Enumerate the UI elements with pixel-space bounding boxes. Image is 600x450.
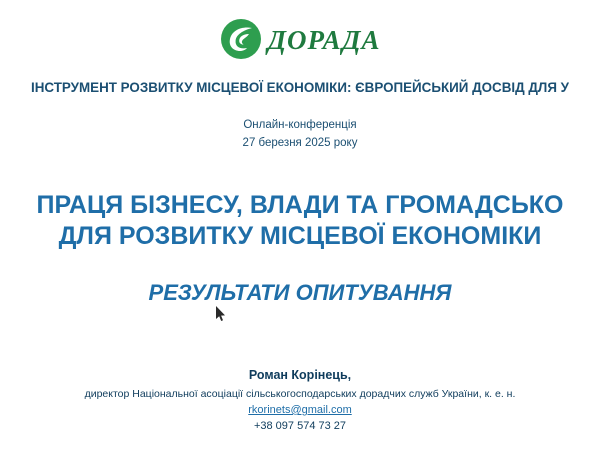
speaker-email-link[interactable]: rkorinets@gmail.com	[248, 404, 352, 416]
page-subtitle: РЕЗУЛЬТАТИ ОПИТУВАННЯ	[148, 280, 452, 305]
page-title-line-1: ПРАЦЯ БІЗНЕСУ, ВЛАДИ ТА ГРОМАДСЬКО	[36, 191, 564, 219]
speaker-name: Роман Корінець,	[248, 368, 352, 382]
page-title	[0, 190, 600, 252]
leaf-swirl-icon	[220, 18, 262, 60]
slide-topic: ІНСТРУМЕНТ РОЗВИТКУ МІСЦЕВОЇ ЕКОНОМІКИ: ЄВРОПЕЙСЬКИЙ ДОСВІД ДЛЯ У	[31, 80, 569, 95]
logo	[0, 18, 600, 60]
logo-text: ДОРАДА	[267, 24, 381, 55]
speaker-position: директор Національної асоціації сільськогосподарських дорадчих служб України, к. е. н.	[84, 388, 516, 400]
event-date: 27 березня 2025 року	[242, 137, 358, 149]
event-info	[0, 116, 600, 152]
event-type: Онлайн-конференція	[243, 119, 357, 131]
speaker-email[interactable]	[0, 404, 600, 416]
page-title-line-2: ДЛЯ РОЗВИТКУ МІСЦЕВОЇ ЕКОНОМІКИ	[58, 222, 542, 250]
mouse-cursor-icon	[216, 306, 226, 322]
speaker-phone: +38 097 574 73 27	[253, 420, 347, 432]
